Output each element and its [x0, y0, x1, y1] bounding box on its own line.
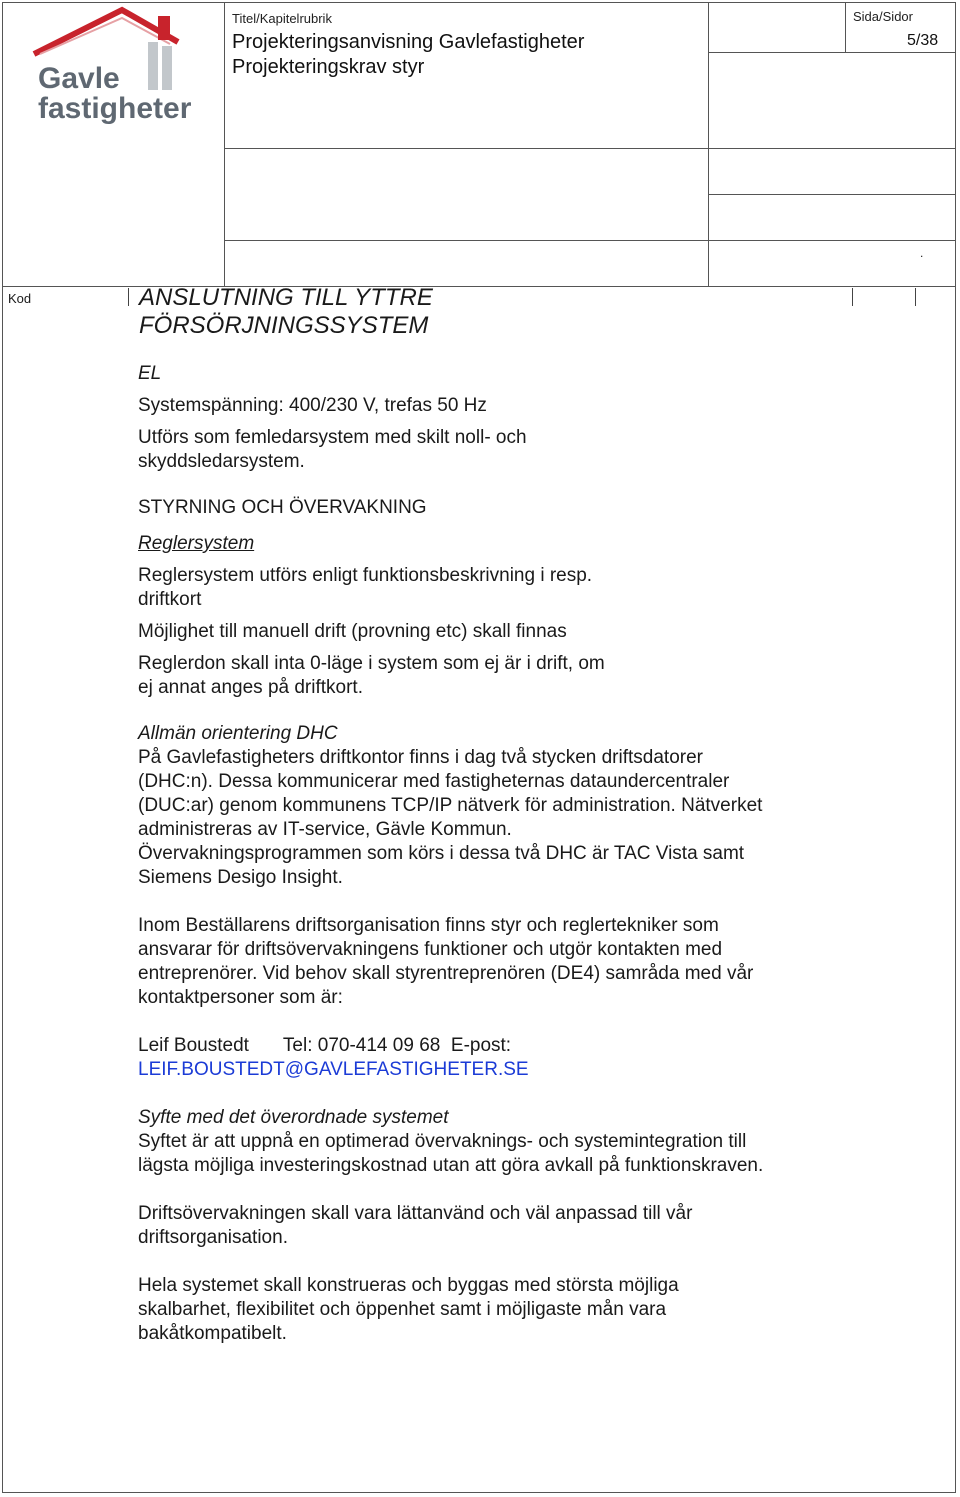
reglersystem-subheading: Reglersystem	[138, 533, 255, 554]
section-title-line: FÖRSÖRJNINGSSYSTEM	[139, 312, 429, 339]
paragraph: Systemspänning: 400/230 V, trefas 50 Hz	[138, 395, 487, 416]
title-label: Titel/Kapitelrubrik	[232, 11, 332, 26]
paragraph: Reglersystem utförs enligt funktionsbeskrivning i resp.	[138, 565, 593, 586]
styrning-heading: STYRNING OCH ÖVERVAKNING	[138, 497, 427, 518]
text-line: (DUC:ar) genom kommunens TCP/IP nätverk för administration. Nätverket	[138, 795, 763, 816]
paragraph: driftkort	[138, 589, 202, 610]
header-divider	[224, 240, 956, 241]
kod-label: Kod	[8, 291, 32, 306]
text-line: Hela systemet skall konstrueras och byggas med största möjliga	[138, 1275, 679, 1296]
column-tick	[915, 288, 916, 306]
header-divider	[708, 2, 709, 286]
contact-name: Leif Boustedt	[138, 1035, 249, 1056]
header-divider	[224, 148, 956, 149]
document-subtitle: Projekteringskrav styr	[232, 56, 425, 78]
section-title	[139, 284, 433, 340]
page-label: Sida/Sidor	[853, 9, 913, 24]
contact-email-label: E-post:	[450, 1035, 512, 1056]
contact-phone: Tel: 070-414 09 68	[282, 1035, 441, 1056]
text-line: skalbarhet, flexibilitet och öppenhet samt i möjligaste mån vara	[138, 1299, 667, 1320]
text-line: Siemens Desigo Insight.	[138, 867, 343, 888]
text-line: ansvarar för driftsövervakningens funktioner och utgör kontakten med	[138, 939, 723, 960]
text-line: Övervakningsprogrammen som körs i dessa två DHC är TAC Vista samt	[138, 843, 745, 864]
contact-line	[138, 1034, 858, 1058]
contact-email-link[interactable]: LEIF.BOUSTEDT@GAVLEFASTIGHETER.SE	[138, 1059, 529, 1080]
text-line: administreras av IT-service, Gävle Kommun.	[138, 819, 512, 840]
dhc-heading: Allmän orientering DHC	[138, 723, 338, 744]
column-tick	[128, 288, 129, 306]
header-dot: .	[920, 246, 924, 260]
text-line: entreprenörer. Vid behov skall styrentreprenören (DE4) samråda med vår	[138, 963, 754, 984]
svg-text:Gavle: Gavle	[38, 62, 120, 95]
header-divider	[708, 52, 956, 53]
header-divider	[224, 2, 225, 286]
paragraph: skyddsledarsystem.	[138, 451, 305, 472]
current-page: 5	[907, 32, 916, 49]
header-divider	[845, 2, 846, 52]
text-line: kontaktpersoner som är:	[138, 987, 343, 1008]
text-line: Inom Beställarens driftsorganisation finns styr och reglertekniker som	[138, 915, 719, 936]
paragraph: Möjlighet till manuell drift (provning etc) skall finnas	[138, 621, 567, 642]
document-title: Projekteringsanvisning Gavlefastigheter	[232, 31, 585, 53]
paragraph: ej annat anges på driftkort.	[138, 677, 363, 698]
total-pages: 38	[920, 32, 939, 49]
section-title-line: ANSLUTNING TILL YTTRE	[139, 284, 433, 311]
header-divider	[708, 194, 956, 195]
text-line: Driftsövervakningen skall vara lättanvänd och väl anpassad till vår	[138, 1203, 693, 1224]
text-line: lägsta möjliga investeringskostnad utan att göra avkall på funktionskraven.	[138, 1155, 764, 1176]
syfte-heading: Syfte med det överordnade systemet	[138, 1107, 449, 1128]
paragraph: Reglerdon skall inta 0-läge i system som ej är i drift, om	[138, 653, 605, 674]
company-logo	[30, 2, 200, 132]
text-line: bakåtkompatibelt.	[138, 1323, 287, 1344]
el-heading: EL	[138, 363, 162, 384]
text-line: (DHC:n). Dessa kommunicerar med fastigheternas dataundercentraler	[138, 771, 730, 792]
text-line: Syftet är att uppnå en optimerad övervaknings- och systemintegration till	[138, 1131, 747, 1152]
page-number: 5/38	[907, 32, 939, 49]
column-tick	[852, 288, 853, 306]
logo-mark-icon	[30, 2, 200, 132]
text-line: På Gavlefastigheters driftkontor finns i dag två stycken driftsdatorer	[138, 747, 703, 768]
document-body	[138, 362, 858, 1346]
paragraph: Utförs som femledarsystem med skilt noll- och	[138, 427, 527, 448]
text-line: driftsorganisation.	[138, 1227, 288, 1248]
svg-text:fastigheter: fastigheter	[38, 92, 192, 125]
